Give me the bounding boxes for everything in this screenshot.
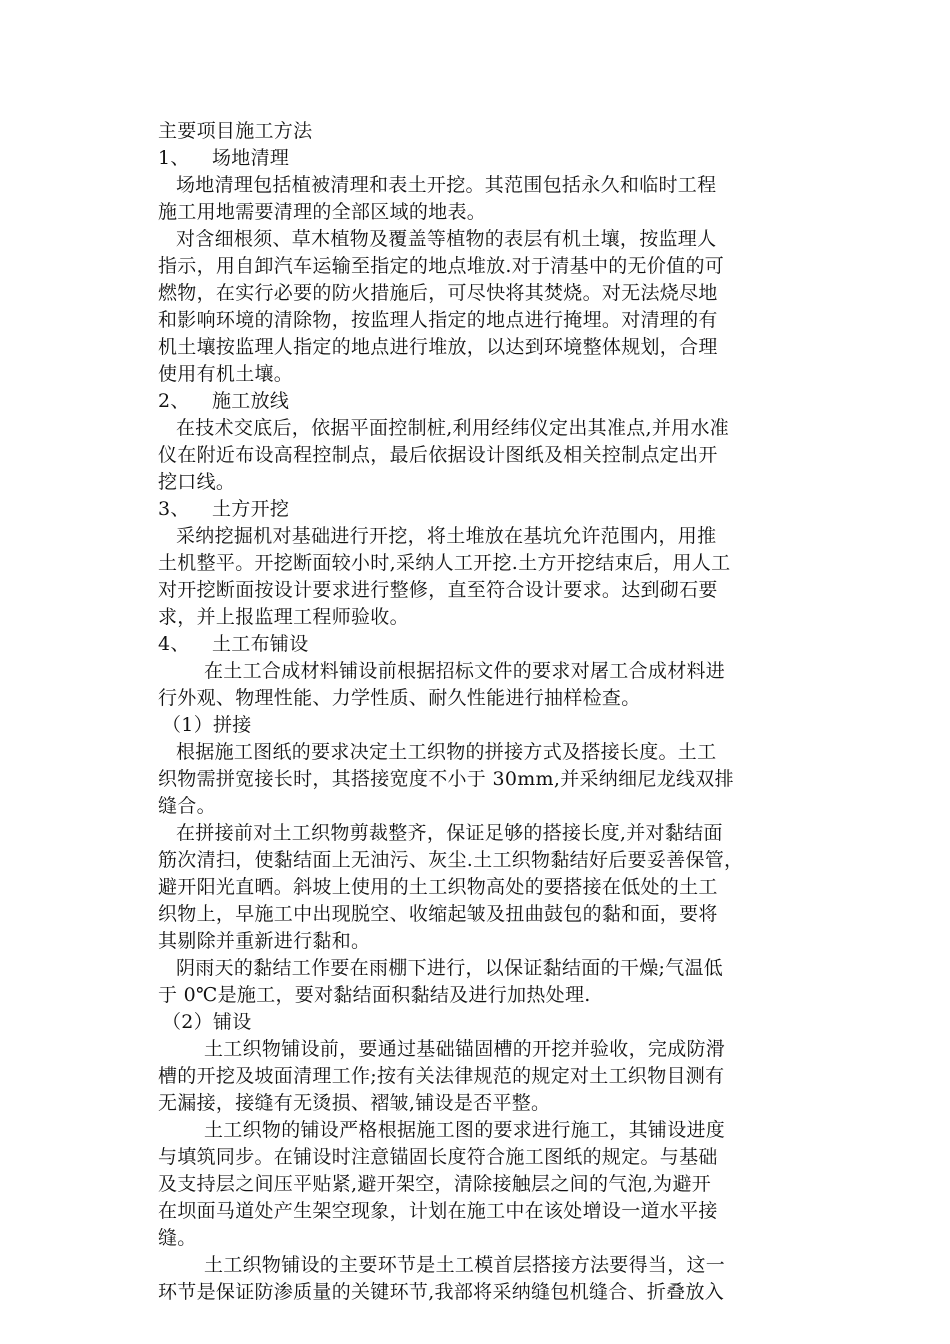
section-number: 2、 [158,390,190,412]
subsection-heading: （2）铺设 [162,1011,252,1033]
paragraph-line: 求，并上报监理工程师验收。 [158,606,409,628]
paragraph-line: 在技术交底后，依据平面控制桩,利用经纬仪定出其准点,并用水准 [176,417,730,439]
paragraph-line: 对含细根须、草木植物及覆盖等植物的表层有机土壤，按监理人 [176,228,717,250]
paragraph-line: 行外观、物理性能、力学性质、耐久性能进行抽样检查。 [158,687,641,709]
paragraph-line: 在坝面马道处产生架空现象，计划在施工中在该处增设一道水平接 [158,1200,718,1222]
paragraph-line: 土工织物的铺设严格根据施工图的要求进行施工，其铺设进度 [204,1119,726,1141]
section-heading [158,496,838,523]
section-heading [158,145,838,172]
paragraph-line: 其剔除并重新进行黏和。 [158,930,371,952]
paragraph-line: 阴雨天的黏结工作要在雨棚下进行，以保证黏结面的干燥;气温低 [176,957,724,979]
section-heading-text: 土方开挖 [212,498,290,520]
paragraph-line: 土工织物铺设前，要通过基础锚固槽的开挖并验收，完成防滑 [204,1038,726,1060]
paragraph-line: 环节是保证防渗质量的关键环节,我部将采纳缝包机缝合、折叠放入 [158,1281,725,1303]
section-heading-text: 土工布铺设 [212,633,309,655]
paragraph-line: 及支持层之间压平贴紧,避开架空，清除接触层之间的气泡,为避开 [158,1173,712,1195]
paragraph-line: 于 0℃是施工，要对黏结面积黏结及进行加热处理. [158,984,591,1006]
document-page [158,118,838,1306]
paragraph-line: 缝。 [158,1227,197,1249]
section-number: 3、 [158,498,190,520]
section-number: 1、 [158,147,190,169]
paragraph-line: 根据施工图纸的要求决定土工织物的拼接方式及搭接长度。土工 [176,741,717,763]
paragraph-line: 与填筑同步。在铺设时注意锚固长度符合施工图纸的规定。与基础 [158,1146,718,1168]
paragraph-line: 采纳挖掘机对基础进行开挖，将土堆放在基坑允许范围内，用推 [176,525,717,547]
paragraph-line: 槽的开挖及坡面清理工作;按有关法律规范的规定对土工织物目测有 [158,1065,725,1087]
paragraph-line: 织物上，早施工中出现脱空、收缩起皱及扭曲鼓包的黏和面，要将 [158,903,718,925]
paragraph-line: 对开挖断面按设计要求进行整修，直至符合设计要求。达到砌石要 [158,579,718,601]
paragraph-line: 无漏接，接缝有无烫损、褶皱,铺设是否平整。 [158,1092,551,1114]
document-title: 主要项目施工方法 [158,120,313,142]
paragraph-line: 避开阳光直晒。斜坡上使用的土工织物高处的要搭接在低处的土工 [158,876,718,898]
paragraph-line: 织物需拼宽接长时，其搭接宽度不小于 30mm,并采纳细尼龙线双排 [158,768,734,790]
paragraph-line: 仪在附近布设高程控制点，最后依据设计图纸及相关控制点定出开 [158,444,718,466]
section-number: 4、 [158,633,190,655]
paragraph-line: 场地清理包括植被清理和表土开挖。其范围包括永久和临时工程 [176,174,717,196]
subsection-heading: （1）拼接 [162,714,252,736]
paragraph-line: 挖口线。 [158,471,236,493]
paragraph-line: 在拼接前对土工织物剪裁整齐，保证足够的搭接长度,并对黏结面 [176,822,723,844]
section-heading-text: 场地清理 [212,147,290,169]
paragraph-line: 使用有机土壤。 [158,363,294,385]
paragraph-line: 缝合。 [158,795,216,817]
paragraph-line: 和影响环境的清除物，按监理人指定的地点进行掩埋。对清理的有 [158,309,718,331]
paragraph-line: 指示，用自卸汽车运输至指定的地点堆放.对于清基中的无价值的可 [158,255,725,277]
paragraph-line: 燃物，在实行必要的防火措施后，可尽快将其焚烧。对无法烧尽地 [158,282,718,304]
paragraph-line: 筋次清扫，使黏结面上无油污、灰尘.土工织物黏结好后要妥善保管， [158,849,744,871]
section-heading [158,631,838,658]
paragraph-line: 机土壤按监理人指定的地点进行堆放，以达到环境整体规划，合理 [158,336,718,358]
paragraph-line: 土机整平。开挖断面较小时,采纳人工开挖.土方开挖结束后，用人工 [158,552,731,574]
section-heading-text: 施工放线 [212,390,290,412]
paragraph-line: 土工织物铺设的主要环节是土工模首层搭接方法要得当，这一 [204,1254,726,1276]
paragraph-line: 在土工合成材料铺设前根据招标文件的要求对屠工合成材料进 [204,660,726,682]
section-heading [158,388,838,415]
paragraph-line: 施工用地需要清理的全部区域的地表。 [158,201,487,223]
